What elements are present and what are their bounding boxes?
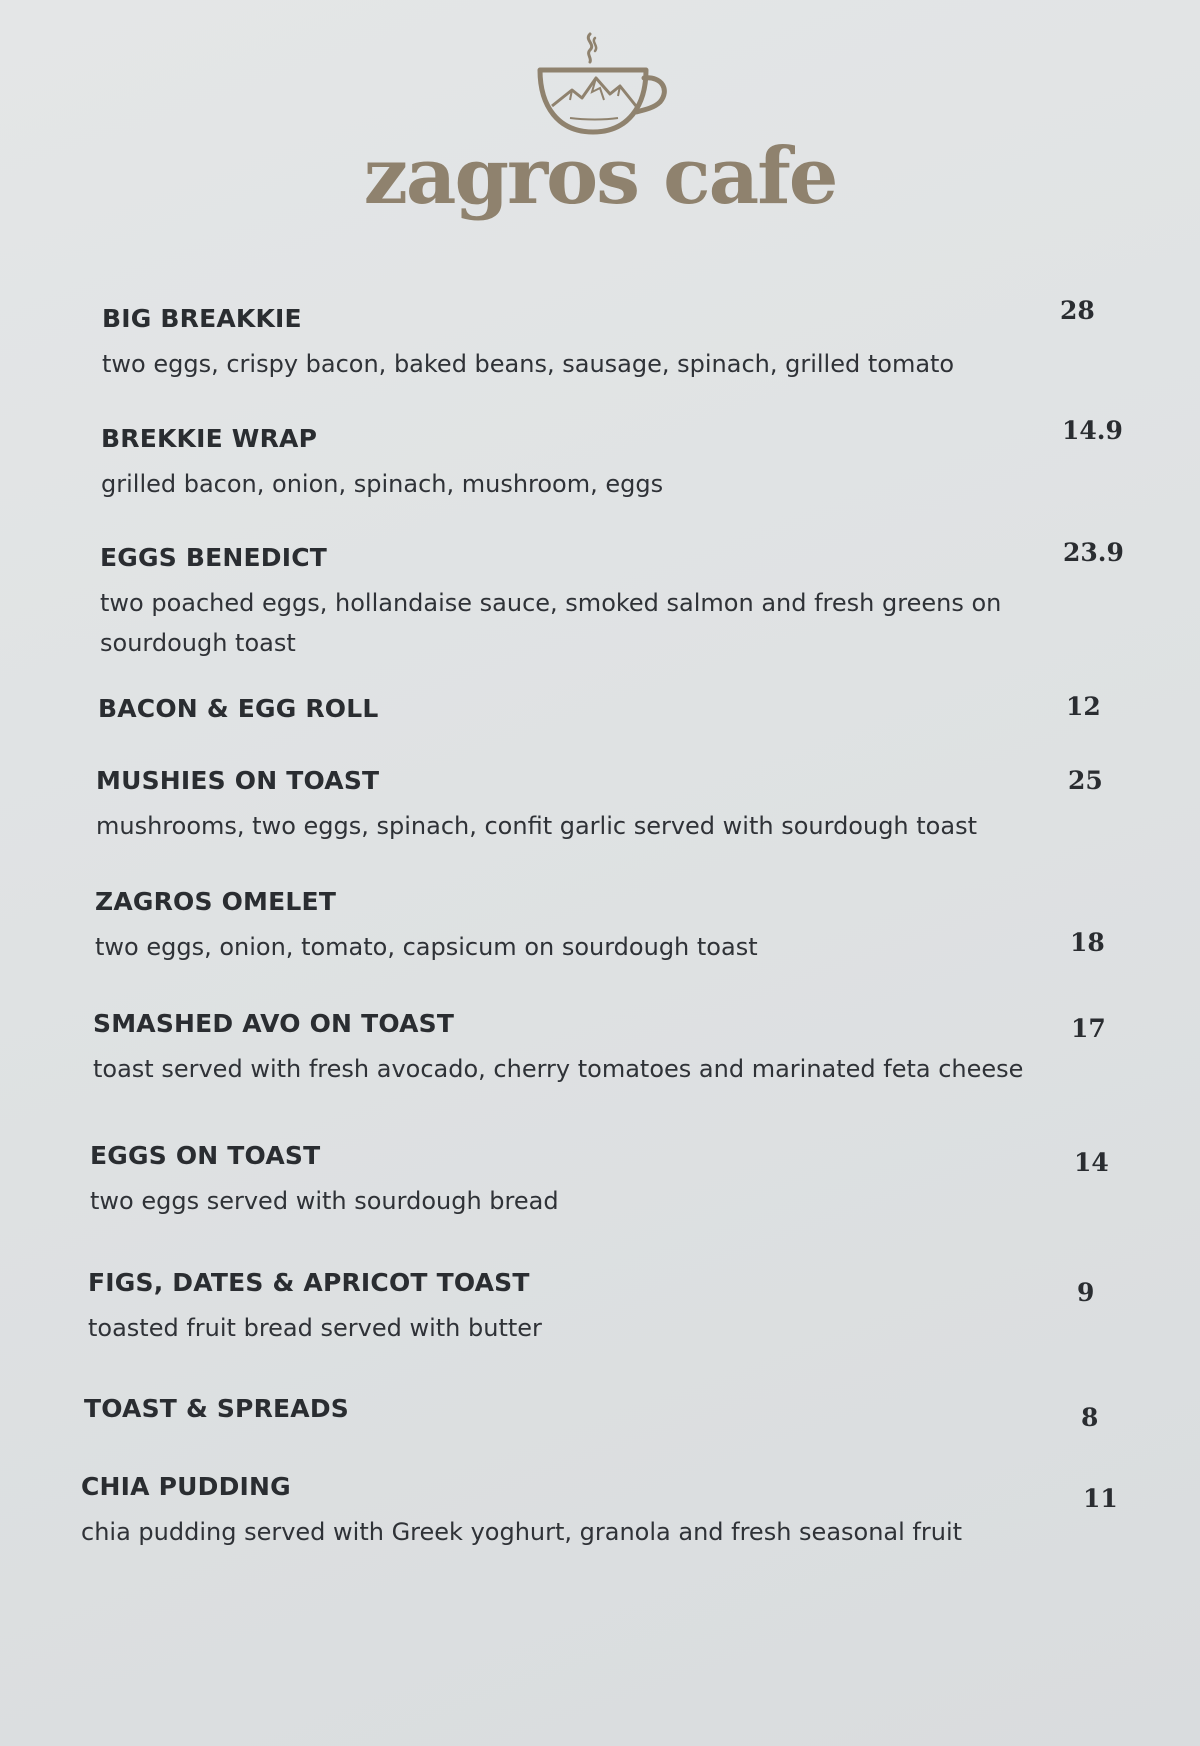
- item-name: SMASHED AVO ON TOAST: [93, 1009, 455, 1038]
- brand-name: zagros cafe: [363, 131, 837, 222]
- item-price: 25: [1068, 766, 1103, 795]
- item-description: toasted fruit bread served with butter: [88, 1314, 542, 1342]
- item-name: BIG BREAKKIE: [102, 304, 302, 333]
- item-price: 11: [1083, 1484, 1118, 1513]
- item-name: BACON & EGG ROLL: [98, 694, 379, 723]
- item-price: 9: [1077, 1278, 1095, 1307]
- item-description: toast served with fresh avocado, cherry tomatoes and marinated feta cheese: [93, 1055, 1024, 1083]
- item-price: 8: [1081, 1403, 1099, 1432]
- item-name: BREKKIE WRAP: [101, 424, 318, 453]
- item-price: 28: [1060, 296, 1095, 325]
- item-price: 23.9: [1063, 538, 1124, 567]
- item-description: chia pudding served with Greek yoghurt, granola and fresh seasonal fruit: [81, 1518, 963, 1546]
- coffee-cup-mountain-icon: [530, 28, 670, 143]
- item-price: 18: [1070, 928, 1105, 957]
- item-price: 14: [1074, 1148, 1109, 1177]
- item-name: CHIA PUDDING: [81, 1472, 291, 1501]
- item-name: EGGS BENEDICT: [100, 543, 328, 572]
- item-description: two eggs, crispy bacon, baked beans, sausage, spinach, grilled tomato: [102, 350, 955, 378]
- item-description: two poached eggs, hollandaise sauce, smoked salmon and fresh greens on sourdough toast: [100, 589, 1002, 657]
- item-price: 12: [1066, 692, 1101, 721]
- logo: [0, 28, 1200, 143]
- item-description: two eggs served with sourdough bread: [90, 1187, 559, 1215]
- item-description: two eggs, onion, tomato, capsicum on sourdough toast: [95, 933, 758, 961]
- item-price: 14.9: [1062, 416, 1123, 445]
- item-name: ZAGROS OMELET: [95, 887, 337, 916]
- item-name: TOAST & SPREADS: [84, 1394, 350, 1423]
- item-price: 17: [1071, 1014, 1106, 1043]
- item-name: MUSHIES ON TOAST: [96, 766, 380, 795]
- item-name: FIGS, DATES & APRICOT TOAST: [88, 1268, 530, 1297]
- item-name: EGGS ON TOAST: [90, 1141, 321, 1170]
- item-description: mushrooms, two eggs, spinach, confit garlic served with sourdough toast: [96, 812, 977, 840]
- item-description: grilled bacon, onion, spinach, mushroom, eggs: [101, 470, 664, 498]
